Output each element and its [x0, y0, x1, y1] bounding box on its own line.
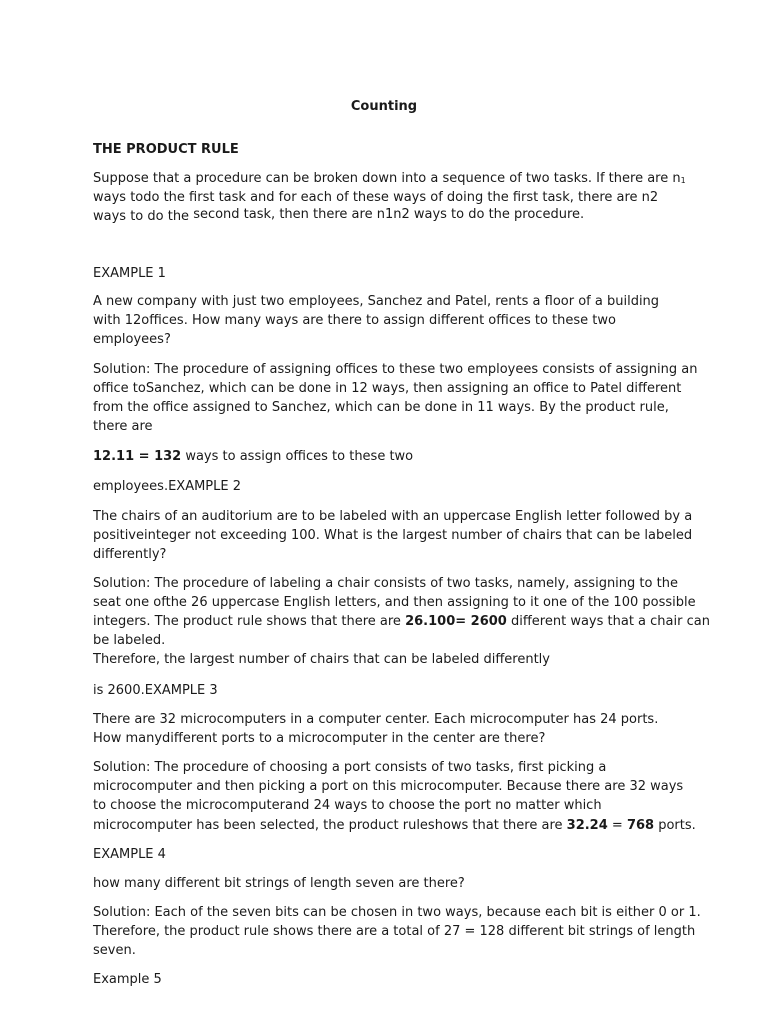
example-2-solution-line-3-a: integers. The product rule shows that there are	[93, 614, 406, 629]
example-4-question: how many different bit strings of length seven are there?	[93, 876, 465, 891]
product-rule-line-3-a: ways to do the	[93, 209, 194, 224]
example-4-heading: EXAMPLE 4	[93, 847, 166, 862]
example-1-question-line-2: with 12offices. How many ways are there to assign different offices to these two	[93, 313, 616, 328]
example-1-result-formula: 12.11 = 132	[93, 449, 182, 464]
example-1-question-line-1: A new company with just two employees, Sanchez and Patel, rents a floor of a building	[93, 294, 660, 309]
product-rule-line-3	[93, 209, 693, 224]
example-4-solution-line-3: seven.	[93, 943, 136, 958]
example-2-solution-line-5: Therefore, the largest number of chairs that can be labeled differently	[93, 652, 550, 667]
example-3-solution-line-3: to choose the microcomputerand 24 ways to choose the port no matter which	[93, 798, 602, 813]
example-2-solution-line-3	[93, 614, 710, 629]
example-1-heading: EXAMPLE 1	[93, 266, 166, 281]
example-2-question-line-1: The chairs of an auditorium are to be labeled with an uppercase English letter followed by a	[93, 509, 693, 524]
example-4-solution-line-1: Solution: Each of the seven bits can be chosen in two ways, because each bit is either 0 or 1.	[93, 905, 701, 920]
product-rule-line-2: ways todo the first task and for each of these ways of doing the first task, there are n2	[93, 190, 659, 205]
example-1-question-line-3: employees?	[93, 332, 171, 347]
example-3-formula-right: 768	[626, 818, 655, 833]
product-rule-line-1-subscript: 1	[680, 176, 686, 185]
example-3-solution-line-4-a: microcomputer has been selected, the product ruleshows that there are	[93, 818, 567, 833]
example-2-solution-line-4: be labeled.	[93, 633, 166, 648]
example-3-lead-line: is 2600.EXAMPLE 3	[93, 683, 218, 698]
example-2-solution-formula: 26.100= 2600	[405, 614, 507, 629]
example-2-question-line-3: differently?	[93, 547, 167, 562]
example-3-solution-line-2: microcomputer and then picking a port on this microcomputer. Because there are 32 ways	[93, 779, 684, 794]
example-1-result	[93, 449, 693, 464]
example-1-solution-line-4: there are	[93, 419, 153, 434]
example-3-question-line-1: There are 32 microcomputers in a computer center. Each microcomputer has 24 ports.	[93, 712, 659, 727]
example-2-lead-line: employees.EXAMPLE 2	[93, 479, 242, 494]
example-2-question-line-2: positiveinteger not exceeding 100. What is the largest number of chairs that can be labeled	[93, 528, 693, 543]
example-2-solution-line-3-b: different ways that a chair can	[506, 614, 710, 629]
product-rule-line-3-b: second task, then there are n1n2 ways to do the procedure.	[193, 207, 585, 222]
example-3-question-line-2: How manydifferent ports to a microcomputer in the center are there?	[93, 731, 546, 746]
example-3-solution-line-4-b: ports.	[654, 818, 696, 833]
example-3-solution-line-4	[93, 818, 696, 833]
example-2-solution-line-1: Solution: The procedure of labeling a chair consists of two tasks, namely, assigning to the	[93, 576, 678, 591]
example-3-solution-line-1: Solution: The procedure of choosing a port consists of two tasks, first picking a	[93, 760, 607, 775]
example-1-result-text: ways to assign offices to these two	[181, 449, 414, 464]
example-1-solution-line-3: from the office assigned to Sanchez, which can be done in 11 ways. By the product rule,	[93, 400, 669, 415]
example-3-formula-left: 32.24	[566, 818, 608, 833]
example-4-solution-line-2: Therefore, the product rule shows there are a total of 27 = 128 different bit strings of length	[93, 924, 696, 939]
example-3-formula-equals: =	[607, 818, 627, 833]
page-title: Counting	[350, 99, 418, 114]
section-heading-product-rule: THE PRODUCT RULE	[93, 142, 239, 157]
product-rule-line-1-text: Suppose that a procedure can be broken down into a sequence of two tasks. If there are n	[93, 171, 681, 186]
example-2-solution-line-2: seat one ofthe 26 uppercase English letters, and then assigning to it one of the 100 possible	[93, 595, 696, 610]
example-5-heading: Example 5	[93, 972, 162, 987]
example-1-solution-line-1: Solution: The procedure of assigning offices to these two employees consists of assigning an	[93, 362, 698, 377]
example-1-solution-line-2: office toSanchez, which can be done in 12 ways, then assigning an office to Patel different	[93, 381, 682, 396]
product-rule-line-1	[93, 171, 693, 188]
